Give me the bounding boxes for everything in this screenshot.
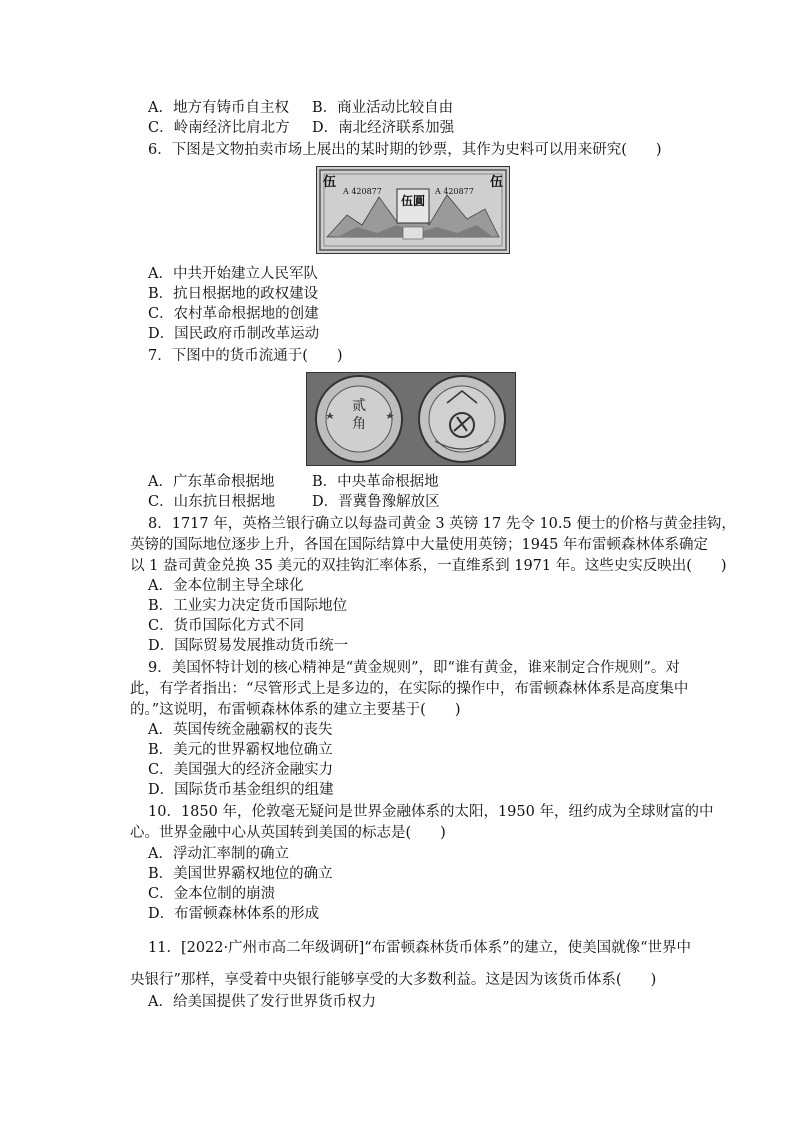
q9-line-2: 此，有学者指出：“尽管形式上是多边的，在实际的操作中，布雷顿森林体系是高度集中	[130, 681, 689, 697]
q5-option-a: A．地方有铸币自主权	[148, 100, 289, 116]
q6-option-d: D．国民政府币制改革运动	[148, 326, 320, 342]
q10-line-1: 10．1850 年，伦敦毫无疑问是世界金融体系的太阳，1950 年，纽约成为全球财富的中	[148, 804, 714, 820]
q8-option-b: B．工业实力决定货币国际地位	[148, 598, 348, 614]
q7-option-a: A．广东革命根据地	[148, 474, 275, 490]
coin-image	[306, 372, 516, 466]
q7-option-c: C．山东抗日根据地	[148, 494, 276, 510]
q9-option-a: A．英国传统金融霸权的丧失	[148, 722, 333, 738]
q5-option-b: B．商业活动比较自由	[312, 100, 454, 116]
q6-option-a: A．中共开始建立人民军队	[148, 266, 318, 282]
q9-option-d: D．国际货币基金组织的组建	[148, 782, 334, 798]
q10-option-b: B．美国世界霸权地位的确立	[148, 866, 333, 882]
q8-line-1: 8．1717 年，英格兰银行确立以每盎司黄金 3 英镑 17 先令 10.5 便士的价格与黄金挂钩，	[148, 516, 736, 532]
banknote-center-value: 伍圓	[400, 194, 425, 208]
q10-option-c: C．金本位制的崩溃	[148, 886, 276, 902]
q9-option-c: C．美国强大的经济金融实力	[148, 762, 334, 778]
banknote-image	[316, 166, 510, 254]
q10-option-d: D．布雷顿森林体系的形成	[148, 906, 320, 922]
q5-option-d: D．南北经济联系加强	[312, 120, 455, 136]
q8-line-3: 以 1 盎司黄金兑换 35 美元的双挂钩汇率体系，一直维系到 1971 年。这些史实反映出( )	[130, 558, 727, 574]
q6-option-c: C．农村革命根据地的创建	[148, 306, 319, 322]
banknote-corner-left: 伍	[323, 175, 337, 190]
q5-option-c: C．岭南经济比肩北方	[148, 120, 290, 136]
q11-line-1: 11．[2022·广州市高二年级调研]“布雷顿森林货币体系”的建立，使美国就像“世界中	[148, 940, 692, 956]
q10-line-2: 心。世界金融中心从英国转到美国的标志是( )	[130, 825, 446, 841]
q11-line-2: 央银行”那样，享受着中央银行能够享受的大多数利益。这是因为该货币体系( )	[130, 972, 657, 988]
banknote-corner-right: 伍	[489, 175, 503, 190]
banknote-serial-left: A 420877	[343, 187, 382, 196]
q6-stem: 6．下图是文物拍卖市场上展出的某时期的钞票，其作为史料可以用来研究( )	[148, 142, 662, 158]
q7-option-b: B．中央革命根据地	[312, 474, 439, 490]
q8-option-c: C．货币国际化方式不同	[148, 618, 305, 634]
q7-stem: 7．下图中的货币流通于( )	[148, 348, 343, 364]
q9-line-1: 9．美国怀特计划的核心精神是“黄金规则”，即“谁有黄金，谁来制定合作规则”。对	[148, 660, 680, 676]
q10-option-a: A．浮动汇率制的确立	[148, 846, 289, 862]
q6-option-b: B．抗日根据地的政权建设	[148, 286, 319, 302]
q9-line-3: 的。”这说明，布雷顿森林体系的建立主要基于( )	[130, 702, 461, 718]
q7-option-d: D．晋冀鲁豫解放区	[312, 494, 440, 510]
q8-option-d: D．国际贸易发展推动货币统一	[148, 638, 349, 654]
q8-option-a: A．金本位制主导全球化	[148, 578, 304, 594]
q9-option-b: B．美元的世界霸权地位确立	[148, 742, 333, 758]
coin-value: 贰角	[352, 398, 366, 432]
banknote-serial-right: A 420877	[435, 187, 474, 196]
q8-line-2: 英镑的国际地位逐步上升，各国在国际结算中大量使用英镑；1945 年布雷顿森林体系确定	[130, 537, 709, 553]
q11-option-a: A．给美国提供了发行世界货币权力	[148, 994, 376, 1010]
